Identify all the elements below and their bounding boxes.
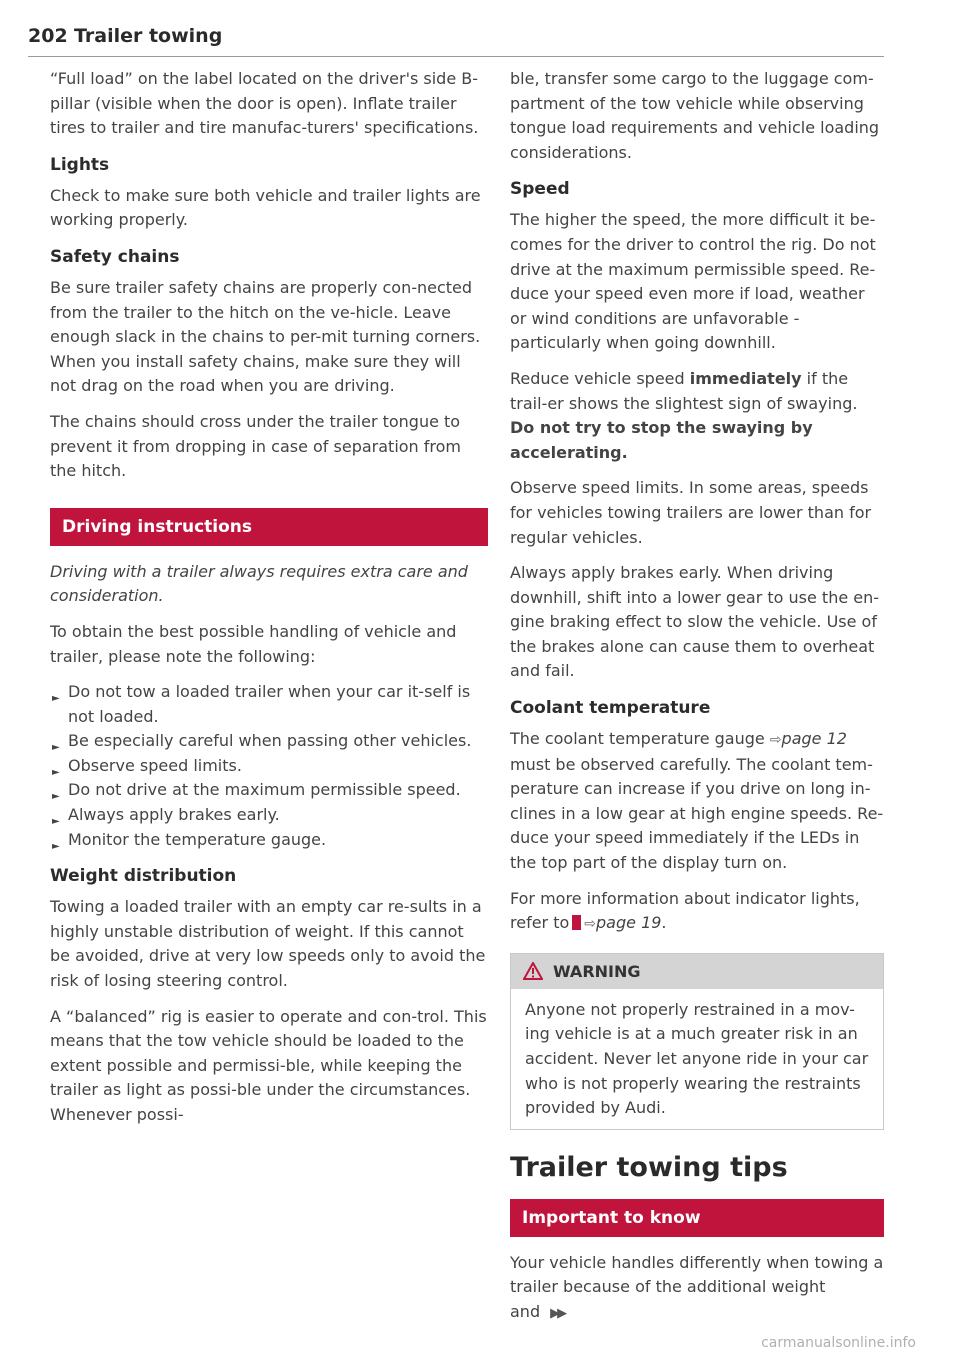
speed-heading: Speed [510, 179, 570, 200]
continued-paragraph: ble, transfer some cargo to the luggage com-partment of the tow vehicle while observing tongue load requirements and vehicle loading considerations. [510, 69, 880, 162]
watermark: carmanualsonline.info [761, 1335, 916, 1351]
warning-title: WARNING [553, 961, 641, 981]
warning-box [510, 953, 884, 1130]
bullet-arrow-icon: ► [52, 742, 60, 754]
weight-paragraph-1: Towing a loaded trailer with an empty car re-sults in a highly unstable distribution of weight. If this cannot be avoided, drive at very low speeds only to avoid the risk of losing steering control. [50, 897, 486, 991]
warning-text: Anyone not properly restrained in a mov-ing vehicle is at a much greater risk in an accident. Never let anyone ride in your car who is not properly wearing the restraints provided by Audi. [525, 999, 869, 1118]
speed-paragraph-1: The higher the speed, the more difficult it be-comes for the driver to control the rig. Do not drive at the maximum permissible speed. Re-duce your speed even more if load, weather or wind conditions are unfavorable - particularly when going downhill. [510, 210, 876, 353]
driving-intro-italic: Driving with a trailer always requires extra care and consideration. [50, 561, 468, 606]
lights-heading: Lights [50, 154, 110, 175]
safety-paragraph-2: The chains should cross under the trailer tongue to prevent it from dropping in case of separation from the hitch. [50, 411, 462, 481]
safety-chains-heading: Safety chains [50, 246, 180, 267]
right-column [510, 67, 884, 1338]
page-reference-link[interactable]: page 19 [596, 913, 662, 933]
page-link-arrow-icon: ⇨ [769, 732, 782, 749]
speed-paragraph-3: Observe speed limits. In some areas, speeds for vehicles towing trailers are lower than for regular vehicles. [510, 478, 872, 547]
bullet-arrow-icon: ► [52, 840, 60, 852]
bullet-arrow-icon: ► [52, 791, 60, 803]
driving-paragraph: To obtain the best possible handling of vehicle and trailer, please note the following: [50, 621, 457, 666]
list-item: ► Monitor the temperature gauge. [50, 828, 488, 853]
speed-paragraph-2: Reduce vehicle speed immediately if the trail-er shows the slightest sign of swaying. Do not try to stop the swaying by accelerating. [510, 368, 858, 462]
driving-bullet-list [50, 680, 488, 852]
bullet-arrow-icon: ► [52, 693, 60, 705]
speed-paragraph-4: Always apply brakes early. When driving downhill, shift into a lower gear to use the en-gine braking effect to slow the vehicle. Use of the brakes alone can cause them to overheat and fail. [510, 563, 880, 681]
warning-body [511, 989, 883, 1129]
left-column [50, 67, 488, 1139]
intro-paragraph: “Full load” on the label located on the driver's side B-pillar (visible when the door is open). Inflate trailer tires to trailer and tire manufac-turers' specifications. [50, 69, 479, 138]
weight-paragraph-2: A “balanced” rig is easier to operate and con-trol. This means that the tow vehicle should be loaded to the extent possible and permissi-ble, while keeping the trailer as light as possi-ble under the circumstances. Whenever possi- [50, 1006, 487, 1124]
coolant-paragraph-1: The coolant temperature gauge ⇨page 12 must be observed carefully. The coolant tem-perature can increase if you drive on long in-clines in a low gear at high engine speeds. Re-duce your speed immediately if the LEDs in the top part of the display turn on. [510, 729, 884, 873]
warning-header [511, 954, 883, 989]
indicator-light-icon [572, 915, 581, 930]
page-number: 202 [28, 25, 68, 47]
list-item: ► Be especially careful when passing other vehicles. [50, 729, 488, 754]
lights-paragraph: Check to make sure both vehicle and trailer lights are working properly. [50, 185, 481, 230]
driving-instructions-bar: Driving instructions [50, 508, 488, 546]
running-title: Trailer towing [74, 25, 223, 47]
list-item: ► Observe speed limits. [50, 754, 488, 779]
warning-triangle-icon [523, 962, 543, 980]
continue-arrow-icon: ▶▶ [550, 1305, 565, 1321]
coolant-heading: Coolant temperature [510, 698, 711, 719]
list-item: ► Always apply brakes early. [50, 803, 488, 828]
page-header [28, 22, 884, 57]
weight-distribution-heading: Weight distribution [50, 866, 237, 887]
bullet-arrow-icon: ► [52, 766, 60, 778]
important-paragraph: Your vehicle handles differently when towing a trailer because of the additional weight and ▶▶ [510, 1252, 884, 1321]
trailer-towing-tips-title: Trailer towing tips [510, 1151, 788, 1183]
page-reference-link[interactable]: page 12 [781, 729, 847, 749]
important-to-know-bar: Important to know [510, 1199, 884, 1237]
page-link-arrow-icon: ⇨ [584, 916, 597, 933]
coolant-paragraph-2: For more information about indicator lights, refer to ⇨page 19. [510, 888, 860, 933]
list-item: ► Do not tow a loaded trailer when your car it-self is not loaded. [52, 682, 471, 726]
safety-paragraph-1: Be sure trailer safety chains are properly con-nected from the trailer to the hitch on the ve-hicle. Leave enough slack in the chains to per-mit turning corners. When you install safety chains, make sure they will not drag on the road when you are driving. [50, 277, 481, 396]
list-item: ► Do not drive at the maximum permissible speed. [50, 778, 488, 803]
bullet-arrow-icon: ► [52, 816, 60, 828]
